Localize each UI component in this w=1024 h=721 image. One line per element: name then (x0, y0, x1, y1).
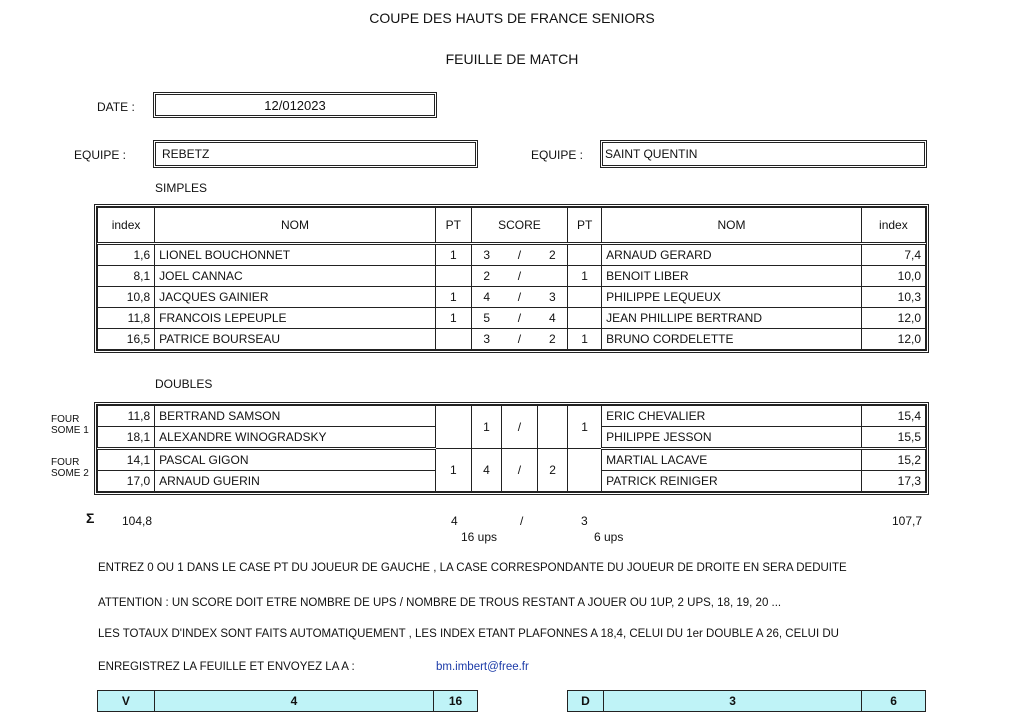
simples-right-index[interactable]: 7,4 (861, 244, 925, 266)
simples-row (98, 266, 926, 287)
simples-score-slash: / (501, 244, 537, 266)
simples-score-slash: / (501, 266, 537, 287)
sigma-symbol: Σ (86, 510, 95, 526)
doubles-right-name[interactable]: ERIC CHEVALIER (602, 406, 862, 427)
document-subtitle: FEUILLE DE MATCH (445, 51, 579, 67)
simples-score-left[interactable]: 3 (471, 244, 501, 266)
simples-score-left[interactable]: 3 (471, 329, 501, 350)
simples-score-right[interactable]: 2 (538, 244, 568, 266)
date-label: DATE : (97, 100, 135, 114)
email-link[interactable]: bm.imbert@free.fr (436, 661, 529, 673)
simples-left-name[interactable]: JOEL CANNAC (155, 266, 436, 287)
instruction-text-2: ATTENTION : UN SCORE DOIT ETRE NOMBRE DE UPS / NOMBRE DE TROUS RESTANT A JOUER OU 1UP, 2 UPS, 18, 19, 20 ... (98, 597, 782, 609)
right-team-field[interactable]: SAINT QUENTIN (600, 140, 927, 168)
simples-right-pt[interactable]: 1 (568, 266, 602, 287)
doubles-right-index[interactable]: 15,2 (861, 449, 925, 471)
simples-right-pt[interactable] (568, 287, 602, 308)
total-left-ups: 16 ups (461, 530, 498, 544)
instruction-text-4: ENREGISTREZ LA FEUILLE ET ENVOYEZ LA A : (98, 661, 355, 673)
simples-right-pt[interactable] (568, 308, 602, 329)
doubles-left-index[interactable]: 11,8 (98, 406, 155, 427)
right-result-bar (567, 690, 926, 712)
doubles-right-index[interactable]: 15,5 (861, 427, 925, 449)
doubles-label: DOUBLES (155, 377, 213, 391)
header-index-left: index (98, 208, 155, 244)
simples-score-right[interactable]: 4 (538, 308, 568, 329)
simples-right-name[interactable]: BRUNO CORDELETTE (602, 329, 862, 350)
doubles-g2-left-pt[interactable]: 1 (435, 449, 471, 492)
document-title: COUPE DES HAUTS DE FRANCE SENIORS (369, 10, 655, 26)
right-result-points: 3 (603, 691, 861, 712)
simples-left-name[interactable]: JACQUES GAINIER (155, 287, 436, 308)
doubles-left-index[interactable]: 18,1 (98, 427, 155, 449)
doubles-table (97, 405, 926, 492)
simples-header-row (98, 208, 926, 244)
left-result-bar (97, 690, 478, 712)
doubles-right-name[interactable]: PHILIPPE JESSON (602, 427, 862, 449)
foursome-1-label (51, 414, 89, 436)
simples-table (97, 207, 926, 350)
doubles-left-name[interactable]: ARNAUD GUERIN (155, 471, 436, 492)
left-team-field[interactable]: REBETZ (153, 140, 478, 168)
doubles-row (98, 406, 926, 427)
total-left-points: 4 (451, 514, 458, 528)
simples-right-name[interactable]: ARNAUD GERARD (602, 244, 862, 266)
doubles-left-index[interactable]: 14,1 (98, 449, 155, 471)
header-pt-left: PT (435, 208, 471, 244)
doubles-g2-right-pt[interactable] (568, 449, 602, 492)
simples-left-pt[interactable]: 1 (435, 287, 471, 308)
doubles-g1-left-pt[interactable] (435, 406, 471, 449)
total-right-index: 107,7 (892, 514, 923, 528)
left-team-label: EQUIPE : (74, 148, 127, 162)
header-name-right: NOM (602, 208, 862, 244)
doubles-g1-score-slash: / (501, 406, 537, 449)
simples-score-left[interactable]: 5 (471, 308, 501, 329)
simples-score-slash: / (501, 308, 537, 329)
simples-right-index[interactable]: 12,0 (861, 329, 925, 350)
simples-right-index[interactable]: 10,3 (861, 287, 925, 308)
foursome-1-line2: SOME 1 (51, 425, 89, 436)
simples-right-index[interactable]: 10,0 (861, 266, 925, 287)
right-result-ups: 6 (862, 691, 926, 712)
simples-left-index[interactable]: 11,8 (98, 308, 155, 329)
total-right-points: 3 (581, 514, 588, 528)
simples-right-name[interactable]: JEAN PHILLIPE BERTRAND (602, 308, 862, 329)
simples-left-index[interactable]: 1,6 (98, 244, 155, 266)
total-slash: / (520, 514, 524, 528)
total-right-ups: 6 ups (594, 530, 624, 544)
doubles-g1-score-right[interactable] (538, 406, 568, 449)
left-result-ups: 16 (434, 691, 478, 712)
simples-left-index[interactable]: 16,5 (98, 329, 155, 350)
doubles-left-name[interactable]: BERTRAND SAMSON (155, 406, 436, 427)
doubles-right-index[interactable]: 15,4 (861, 406, 925, 427)
simples-score-right[interactable]: 3 (538, 287, 568, 308)
simples-left-pt[interactable] (435, 266, 471, 287)
doubles-g2-score-left[interactable]: 4 (471, 449, 501, 492)
simples-left-pt[interactable] (435, 329, 471, 350)
foursome-2-line1: FOUR (51, 457, 80, 468)
simples-left-pt[interactable]: 1 (435, 244, 471, 266)
simples-right-pt[interactable] (568, 244, 602, 266)
header-score: SCORE (471, 208, 567, 244)
simples-row (98, 244, 926, 266)
foursome-2-line2: SOME 2 (51, 468, 89, 479)
simples-row (98, 329, 926, 350)
simples-score-left[interactable]: 4 (471, 287, 501, 308)
header-pt-right: PT (568, 208, 602, 244)
date-field[interactable]: 12/012023 (153, 92, 437, 118)
left-result-points: 4 (154, 691, 433, 712)
doubles-g2-score-right[interactable]: 2 (538, 449, 568, 492)
simples-right-index[interactable]: 12,0 (861, 308, 925, 329)
doubles-g1-right-pt[interactable]: 1 (568, 406, 602, 449)
doubles-row (98, 449, 926, 471)
simples-score-slash: / (501, 287, 537, 308)
instruction-text-3: LES TOTAUX D'INDEX SONT FAITS AUTOMATIQUEMENT , LES INDEX ETANT PLAFONNES A 18,4, CELUI DU 1er DOUBLE A 26, CELUI DU (98, 628, 839, 640)
foursome-1-line1: FOUR (51, 414, 80, 425)
doubles-left-name[interactable]: PASCAL GIGON (155, 449, 436, 471)
left-result-code: V (98, 691, 155, 712)
simples-score-right[interactable]: 2 (538, 329, 568, 350)
simples-left-index[interactable]: 10,8 (98, 287, 155, 308)
foursome-2-label (51, 457, 89, 479)
simples-right-name[interactable]: BENOIT LIBER (602, 266, 862, 287)
doubles-right-name[interactable]: PATRICK REINIGER (602, 471, 862, 492)
doubles-right-name[interactable]: MARTIAL LACAVE (602, 449, 862, 471)
header-name-left: NOM (155, 208, 436, 244)
doubles-right-index[interactable]: 17,3 (861, 471, 925, 492)
simples-score-slash: / (501, 329, 537, 350)
simples-row (98, 287, 926, 308)
simples-left-name[interactable]: PATRICE BOURSEAU (155, 329, 436, 350)
right-team-label: EQUIPE : (531, 148, 584, 162)
simples-left-index[interactable]: 8,1 (98, 266, 155, 287)
simples-left-name[interactable]: FRANCOIS LEPEUPLE (155, 308, 436, 329)
simples-score-left[interactable]: 2 (471, 266, 501, 287)
simples-right-name[interactable]: PHILIPPE LEQUEUX (602, 287, 862, 308)
total-left-index: 104,8 (122, 514, 153, 528)
simples-right-pt[interactable]: 1 (568, 329, 602, 350)
simples-label: SIMPLES (155, 181, 208, 195)
simples-left-name[interactable]: LIONEL BOUCHONNET (155, 244, 436, 266)
doubles-left-index[interactable]: 17,0 (98, 471, 155, 492)
doubles-g2-score-slash: / (501, 449, 537, 492)
simples-left-pt[interactable]: 1 (435, 308, 471, 329)
header-index-right: index (861, 208, 925, 244)
doubles-left-name[interactable]: ALEXANDRE WINOGRADSKY (155, 427, 436, 449)
simples-score-right[interactable] (538, 266, 568, 287)
simples-row (98, 308, 926, 329)
instruction-text-1: ENTREZ 0 OU 1 DANS LE CASE PT DU JOUEUR DE GAUCHE , LA CASE CORRESPONDANTE DU JOUEUR DE DROITE EN SERA DEDUITE (98, 562, 847, 574)
doubles-g1-score-left[interactable]: 1 (471, 406, 501, 449)
right-result-code: D (568, 691, 604, 712)
